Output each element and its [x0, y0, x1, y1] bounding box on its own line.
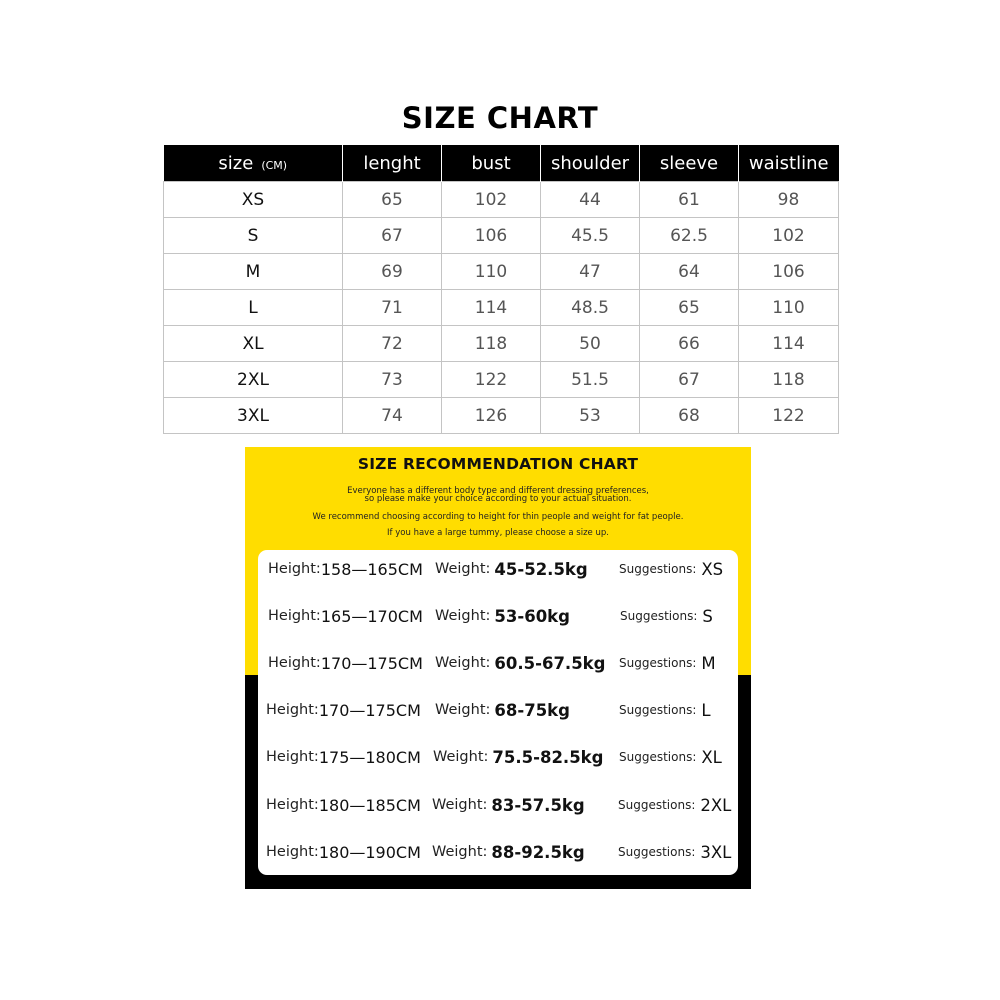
column-header-size: [164, 145, 343, 182]
cell-sleeve: 64: [640, 254, 739, 290]
suggestion-group: [619, 647, 716, 679]
weight-range: 45-52.5kg: [494, 559, 588, 579]
weight-group: [432, 836, 585, 868]
cell-waistline: 102: [739, 218, 839, 254]
weight-range: 60.5-67.5kg: [494, 653, 606, 673]
size-table: [163, 145, 839, 434]
cell-size: 2XL: [164, 362, 343, 398]
recommendation-note: We recommend choosing according to height for thin people and weight for fat people.: [312, 512, 684, 522]
weight-label: Weight:: [435, 655, 491, 671]
suggested-size: XL: [701, 747, 722, 767]
suggestion-label: Suggestions:: [618, 845, 696, 859]
cell-bust: 114: [442, 290, 541, 326]
weight-range: 88-92.5kg: [491, 842, 585, 862]
cell-length: 71: [343, 290, 442, 326]
table-row: [164, 182, 839, 218]
cell-waistline: 106: [739, 254, 839, 290]
recommendation-row: [258, 600, 738, 632]
cell-waistline: 118: [739, 362, 839, 398]
height-label: Height:: [266, 702, 319, 718]
cell-sleeve: 61: [640, 182, 739, 218]
cell-sleeve: 62.5: [640, 218, 739, 254]
weight-group: [435, 600, 570, 632]
weight-label: Weight:: [435, 608, 491, 624]
weight-group: [435, 553, 588, 585]
suggested-size: M: [701, 653, 716, 673]
weight-group: [433, 741, 603, 773]
column-header-waistline: waistline: [739, 145, 839, 182]
suggestion-label: Suggestions:: [619, 750, 697, 764]
cell-size: S: [164, 218, 343, 254]
height-group: [268, 647, 423, 679]
page-title: SIZE CHART: [401, 101, 599, 135]
height-label: Height:: [266, 844, 319, 860]
cell-shoulder: 48.5: [541, 290, 640, 326]
weight-group: [432, 789, 585, 821]
suggestion-group: [618, 836, 731, 868]
cell-waistline: 114: [739, 326, 839, 362]
height-group: [266, 741, 421, 773]
recommendation-row: [258, 647, 738, 679]
cell-bust: 102: [442, 182, 541, 218]
cell-length: 72: [343, 326, 442, 362]
suggestion-group: [619, 741, 722, 773]
cell-bust: 122: [442, 362, 541, 398]
cell-shoulder: 44: [541, 182, 640, 218]
height-group: [266, 694, 421, 726]
column-header-sleeve: sleeve: [640, 145, 739, 182]
table-row: [164, 290, 839, 326]
suggestion-group: [619, 694, 711, 726]
recommendation-row: [258, 789, 738, 821]
recommendation-title: SIZE RECOMMENDATION CHART: [357, 455, 639, 473]
table-header-row: [164, 145, 839, 182]
height-range: 180—185CM: [318, 795, 421, 815]
weight-label: Weight:: [432, 797, 488, 813]
weight-label: Weight:: [433, 749, 489, 765]
suggestion-group: [618, 789, 731, 821]
table-row: [164, 254, 839, 290]
height-label: Height:: [268, 561, 321, 577]
weight-range: 75.5-82.5kg: [492, 747, 604, 767]
suggestion-label: Suggestions:: [619, 703, 697, 717]
column-header-label: size: [218, 152, 254, 174]
size-recommendation-panel: [245, 447, 751, 889]
height-range: 180—190CM: [318, 842, 421, 862]
cell-shoulder: 47: [541, 254, 640, 290]
cell-length: 69: [343, 254, 442, 290]
column-header-shoulder: shoulder: [541, 145, 640, 182]
cell-bust: 110: [442, 254, 541, 290]
height-range: 175—180CM: [318, 747, 421, 767]
recommendation-note: If you have a large tummy, please choose a size up.: [387, 528, 609, 538]
cell-sleeve: 66: [640, 326, 739, 362]
table-row: [164, 326, 839, 362]
cell-size: XS: [164, 182, 343, 218]
cell-sleeve: 68: [640, 398, 739, 434]
weight-group: [435, 647, 605, 679]
weight-range: 53-60kg: [494, 606, 570, 626]
column-header-length: lenght: [343, 145, 442, 182]
recommendation-row: [258, 836, 738, 868]
unit-label: (CM): [261, 158, 288, 172]
suggestion-label: Suggestions:: [619, 562, 697, 576]
height-group: [266, 789, 421, 821]
weight-range: 68-75kg: [494, 700, 570, 720]
suggestion-label: Suggestions:: [619, 656, 697, 670]
table-row: [164, 218, 839, 254]
cell-size: XL: [164, 326, 343, 362]
cell-size: M: [164, 254, 343, 290]
height-group: [268, 600, 423, 632]
suggestion-group: [620, 600, 713, 632]
suggestion-label: Suggestions:: [620, 609, 698, 623]
cell-waistline: 110: [739, 290, 839, 326]
cell-size: 3XL: [164, 398, 343, 434]
cell-shoulder: 53: [541, 398, 640, 434]
cell-length: 65: [343, 182, 442, 218]
suggested-size: XS: [701, 559, 724, 579]
recommendation-note: so please make your choice according to your actual situation.: [364, 494, 632, 504]
cell-length: 73: [343, 362, 442, 398]
height-range: 170—175CM: [318, 700, 421, 720]
height-label: Height:: [266, 749, 319, 765]
cell-length: 74: [343, 398, 442, 434]
suggested-size: 3XL: [700, 842, 732, 862]
height-label: Height:: [268, 608, 321, 624]
weight-label: Weight:: [432, 844, 488, 860]
column-header-bust: bust: [442, 145, 541, 182]
cell-sleeve: 67: [640, 362, 739, 398]
recommendation-note: Everyone has a different body type and different dressing preferences,: [347, 486, 649, 496]
suggested-size: L: [701, 700, 711, 720]
cell-shoulder: 45.5: [541, 218, 640, 254]
cell-shoulder: 51.5: [541, 362, 640, 398]
height-group: [266, 836, 421, 868]
recommendation-row: [258, 741, 738, 773]
cell-bust: 118: [442, 326, 541, 362]
recommendation-row: [258, 694, 738, 726]
cell-size: L: [164, 290, 343, 326]
weight-group: [435, 694, 570, 726]
cell-waistline: 122: [739, 398, 839, 434]
cell-shoulder: 50: [541, 326, 640, 362]
height-range: 158—165CM: [320, 559, 423, 579]
height-range: 165—170CM: [320, 606, 423, 626]
table-row: [164, 398, 839, 434]
cell-bust: 106: [442, 218, 541, 254]
cell-waistline: 98: [739, 182, 839, 218]
cell-bust: 126: [442, 398, 541, 434]
suggested-size: 2XL: [700, 795, 732, 815]
table-row: [164, 362, 839, 398]
suggestion-group: [619, 553, 723, 585]
height-range: 170—175CM: [320, 653, 423, 673]
suggestion-label: Suggestions:: [618, 798, 696, 812]
height-group: [268, 553, 423, 585]
height-label: Height:: [268, 655, 321, 671]
recommendation-card: [258, 550, 738, 875]
weight-range: 83-57.5kg: [491, 795, 585, 815]
weight-label: Weight:: [435, 702, 491, 718]
cell-length: 67: [343, 218, 442, 254]
weight-label: Weight:: [435, 561, 491, 577]
recommendation-row: [258, 553, 738, 585]
suggested-size: S: [702, 606, 713, 626]
cell-sleeve: 65: [640, 290, 739, 326]
height-label: Height:: [266, 797, 319, 813]
